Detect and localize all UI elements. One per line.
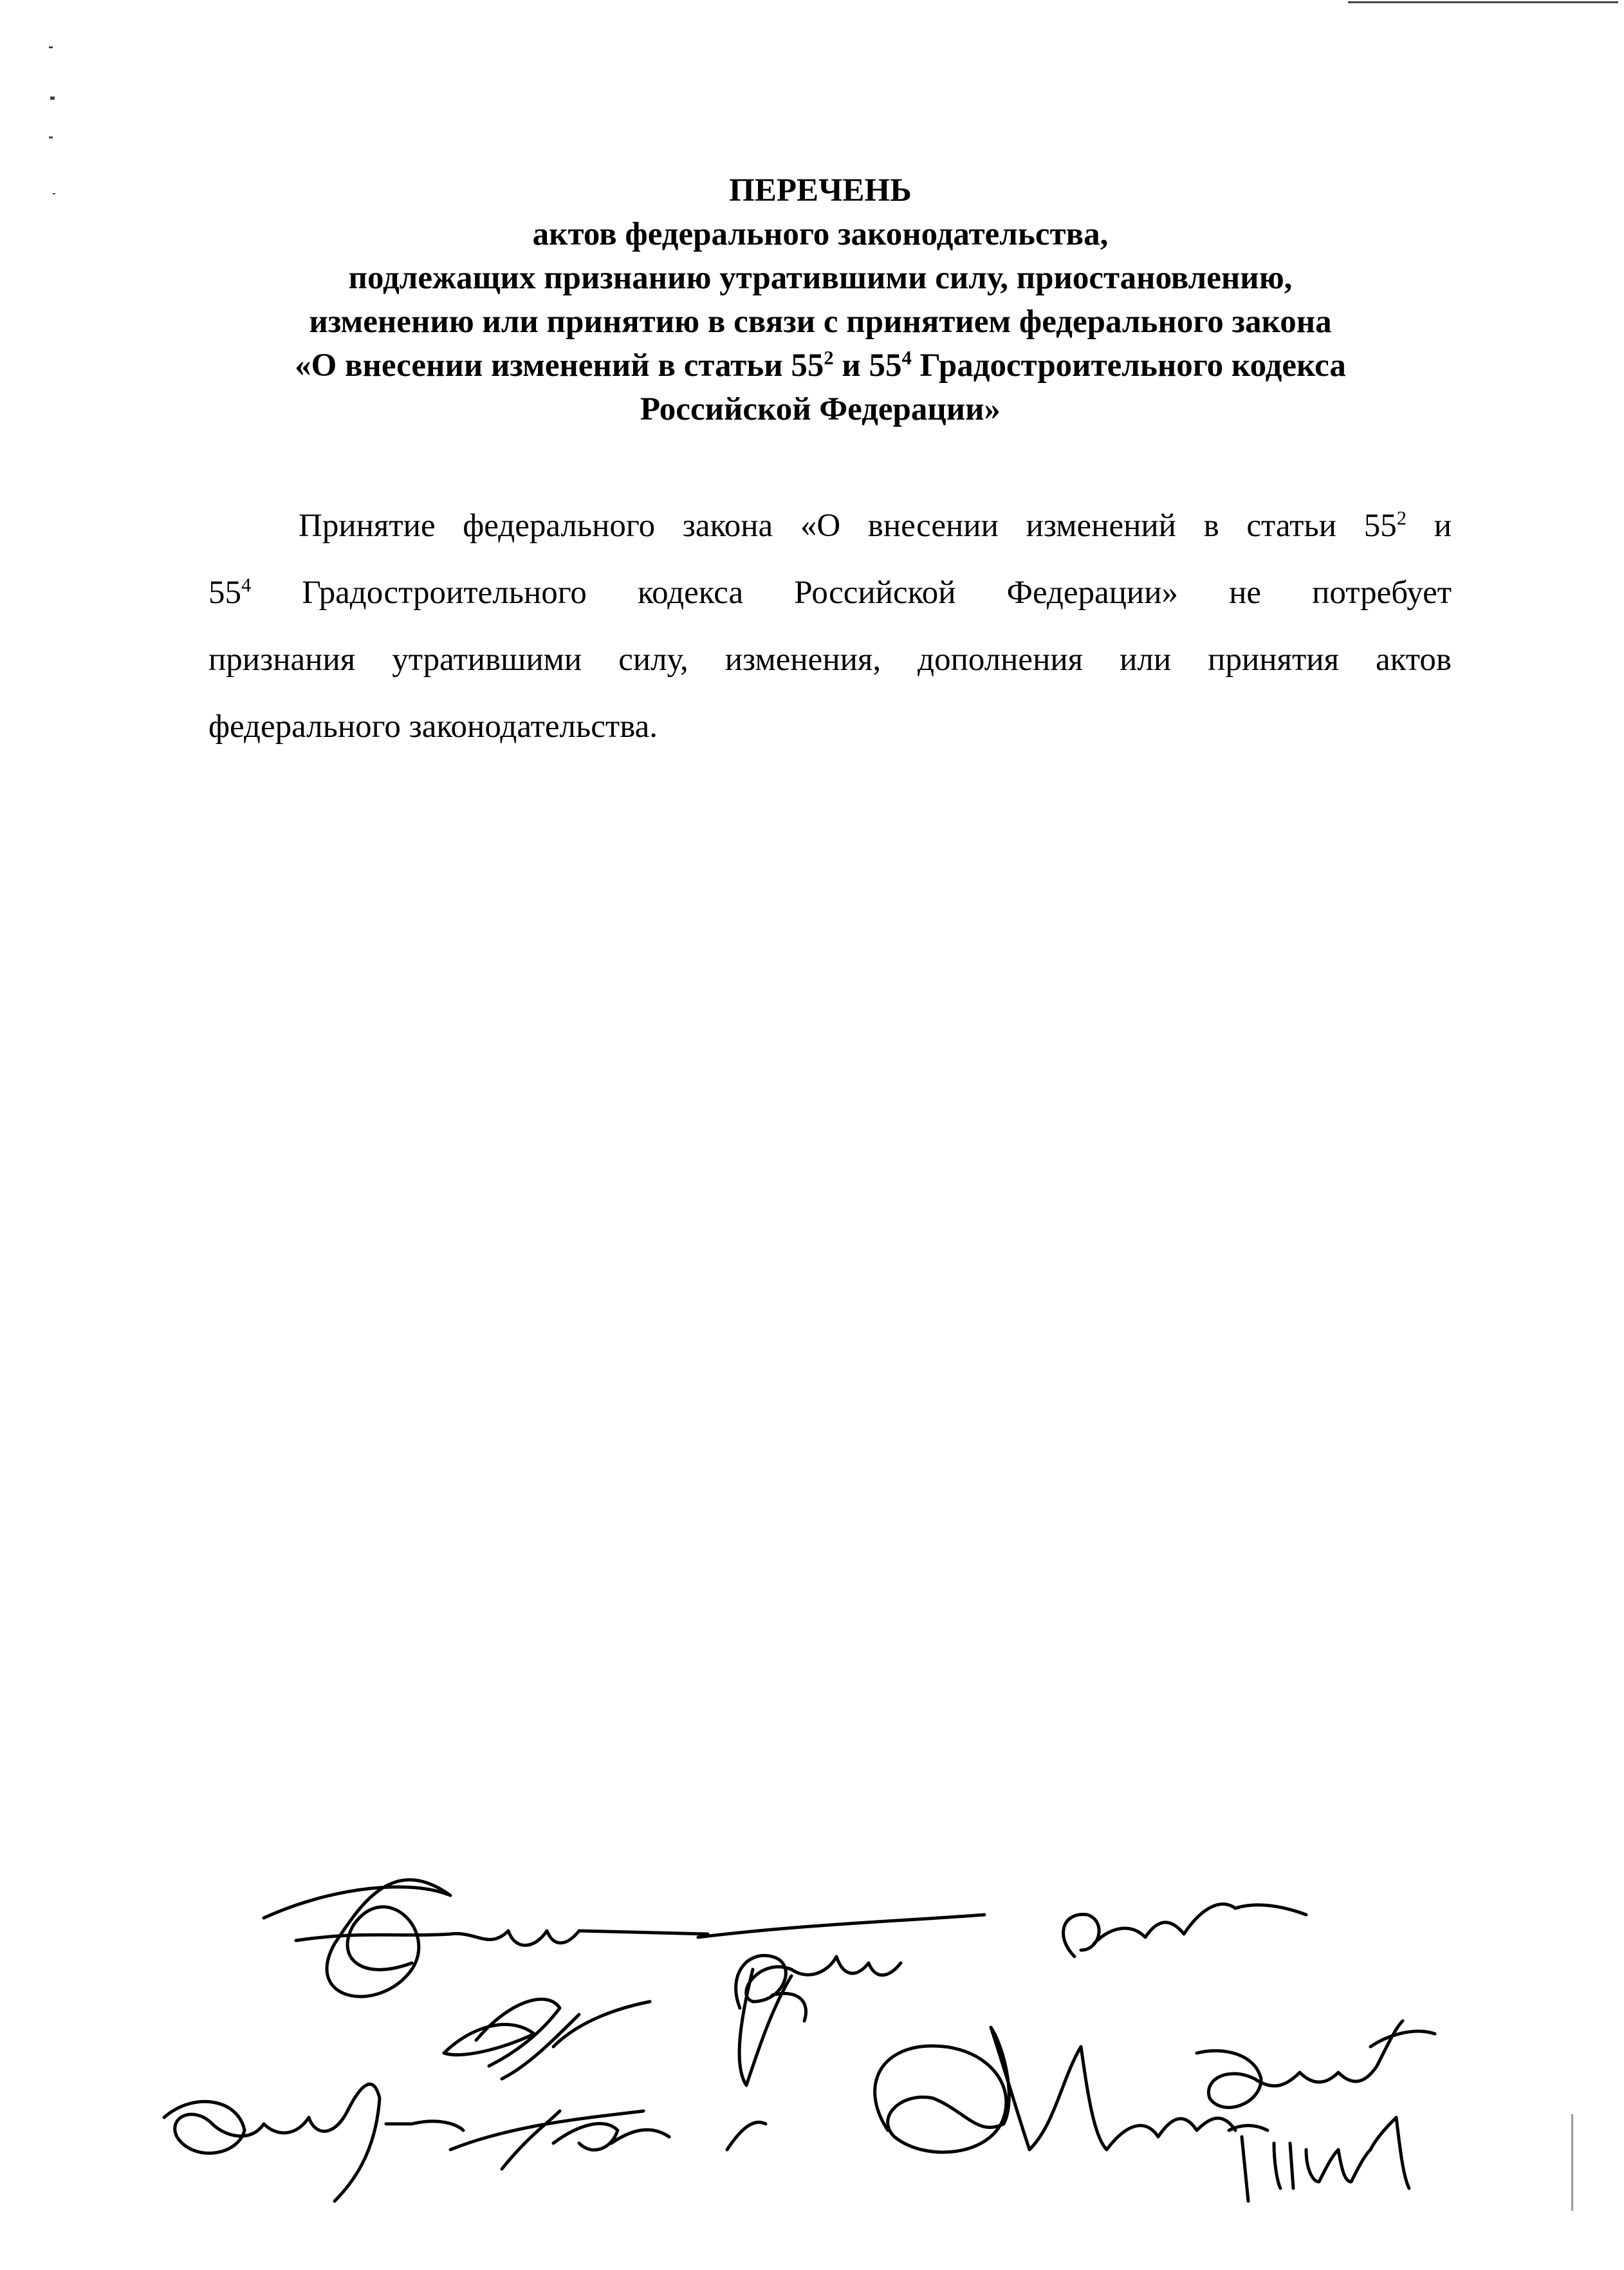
signature-9: [1197, 2021, 1435, 2107]
title-line-5-part-a: «О внесении изменений в статьи 55: [295, 348, 824, 384]
title-line-3: подлежащих признанию утратившими силу, приостановлению,: [348, 260, 1293, 296]
scan-artifact-line: [1348, 1, 1618, 3]
body-line-1-part-b: и: [1407, 508, 1452, 544]
signature-6: [450, 2111, 766, 2169]
title-line-1: ПЕРЕЧЕНЬ: [729, 172, 912, 209]
body-line-2-part-b: Градостроительного кодекса Российской Федерации» не потребует: [251, 575, 1452, 611]
body-superscript-2: 4: [241, 574, 252, 596]
body-line-1-part-a: Принятие федерального закона «О внесении изменений в статьи 55: [299, 508, 1397, 544]
signature-2: [698, 1915, 984, 2008]
signature-1: [264, 1880, 708, 1996]
scan-artifact-dot: [49, 136, 53, 138]
title-line-4: изменению или принятию в связи с принятием федерального закона: [309, 304, 1332, 340]
title-line-5-part-b: и 55: [833, 348, 902, 384]
body-line-3: признания утратившими силу, изменения, дополнения или принятия актов: [208, 642, 1452, 678]
body-line-4: федерального законодательства.: [208, 709, 658, 745]
scan-artifact-dot: [50, 97, 55, 100]
title-superscript-1: 2: [824, 347, 834, 369]
signature-4: [444, 1999, 650, 2079]
title-superscript-2: 4: [901, 347, 912, 369]
scan-artifact-dot: [53, 193, 55, 194]
signature-7: [739, 1969, 806, 2085]
document-title: [193, 169, 1448, 431]
signature-3: [1064, 1904, 1306, 1957]
title-line-2: актов федерального законодательства,: [532, 216, 1109, 252]
title-line-6: Российской Федерации»: [640, 391, 1001, 427]
scan-artifact-line: [1571, 2114, 1573, 2211]
scan-artifact-dot: [49, 46, 53, 48]
body-superscript-1: 2: [1396, 507, 1407, 529]
body-line-1: [208, 492, 1452, 559]
title-line-5: [193, 344, 1448, 387]
body-line-2: [208, 559, 1452, 626]
body-paragraph: [208, 492, 1452, 760]
title-line-5-part-c: Градостроительного кодекса: [911, 348, 1346, 384]
signature-8: [875, 2027, 1235, 2152]
signature-10: [1229, 2117, 1409, 2201]
signature-5: [164, 2084, 463, 2201]
body-line-2-part-a: 55: [208, 575, 241, 611]
